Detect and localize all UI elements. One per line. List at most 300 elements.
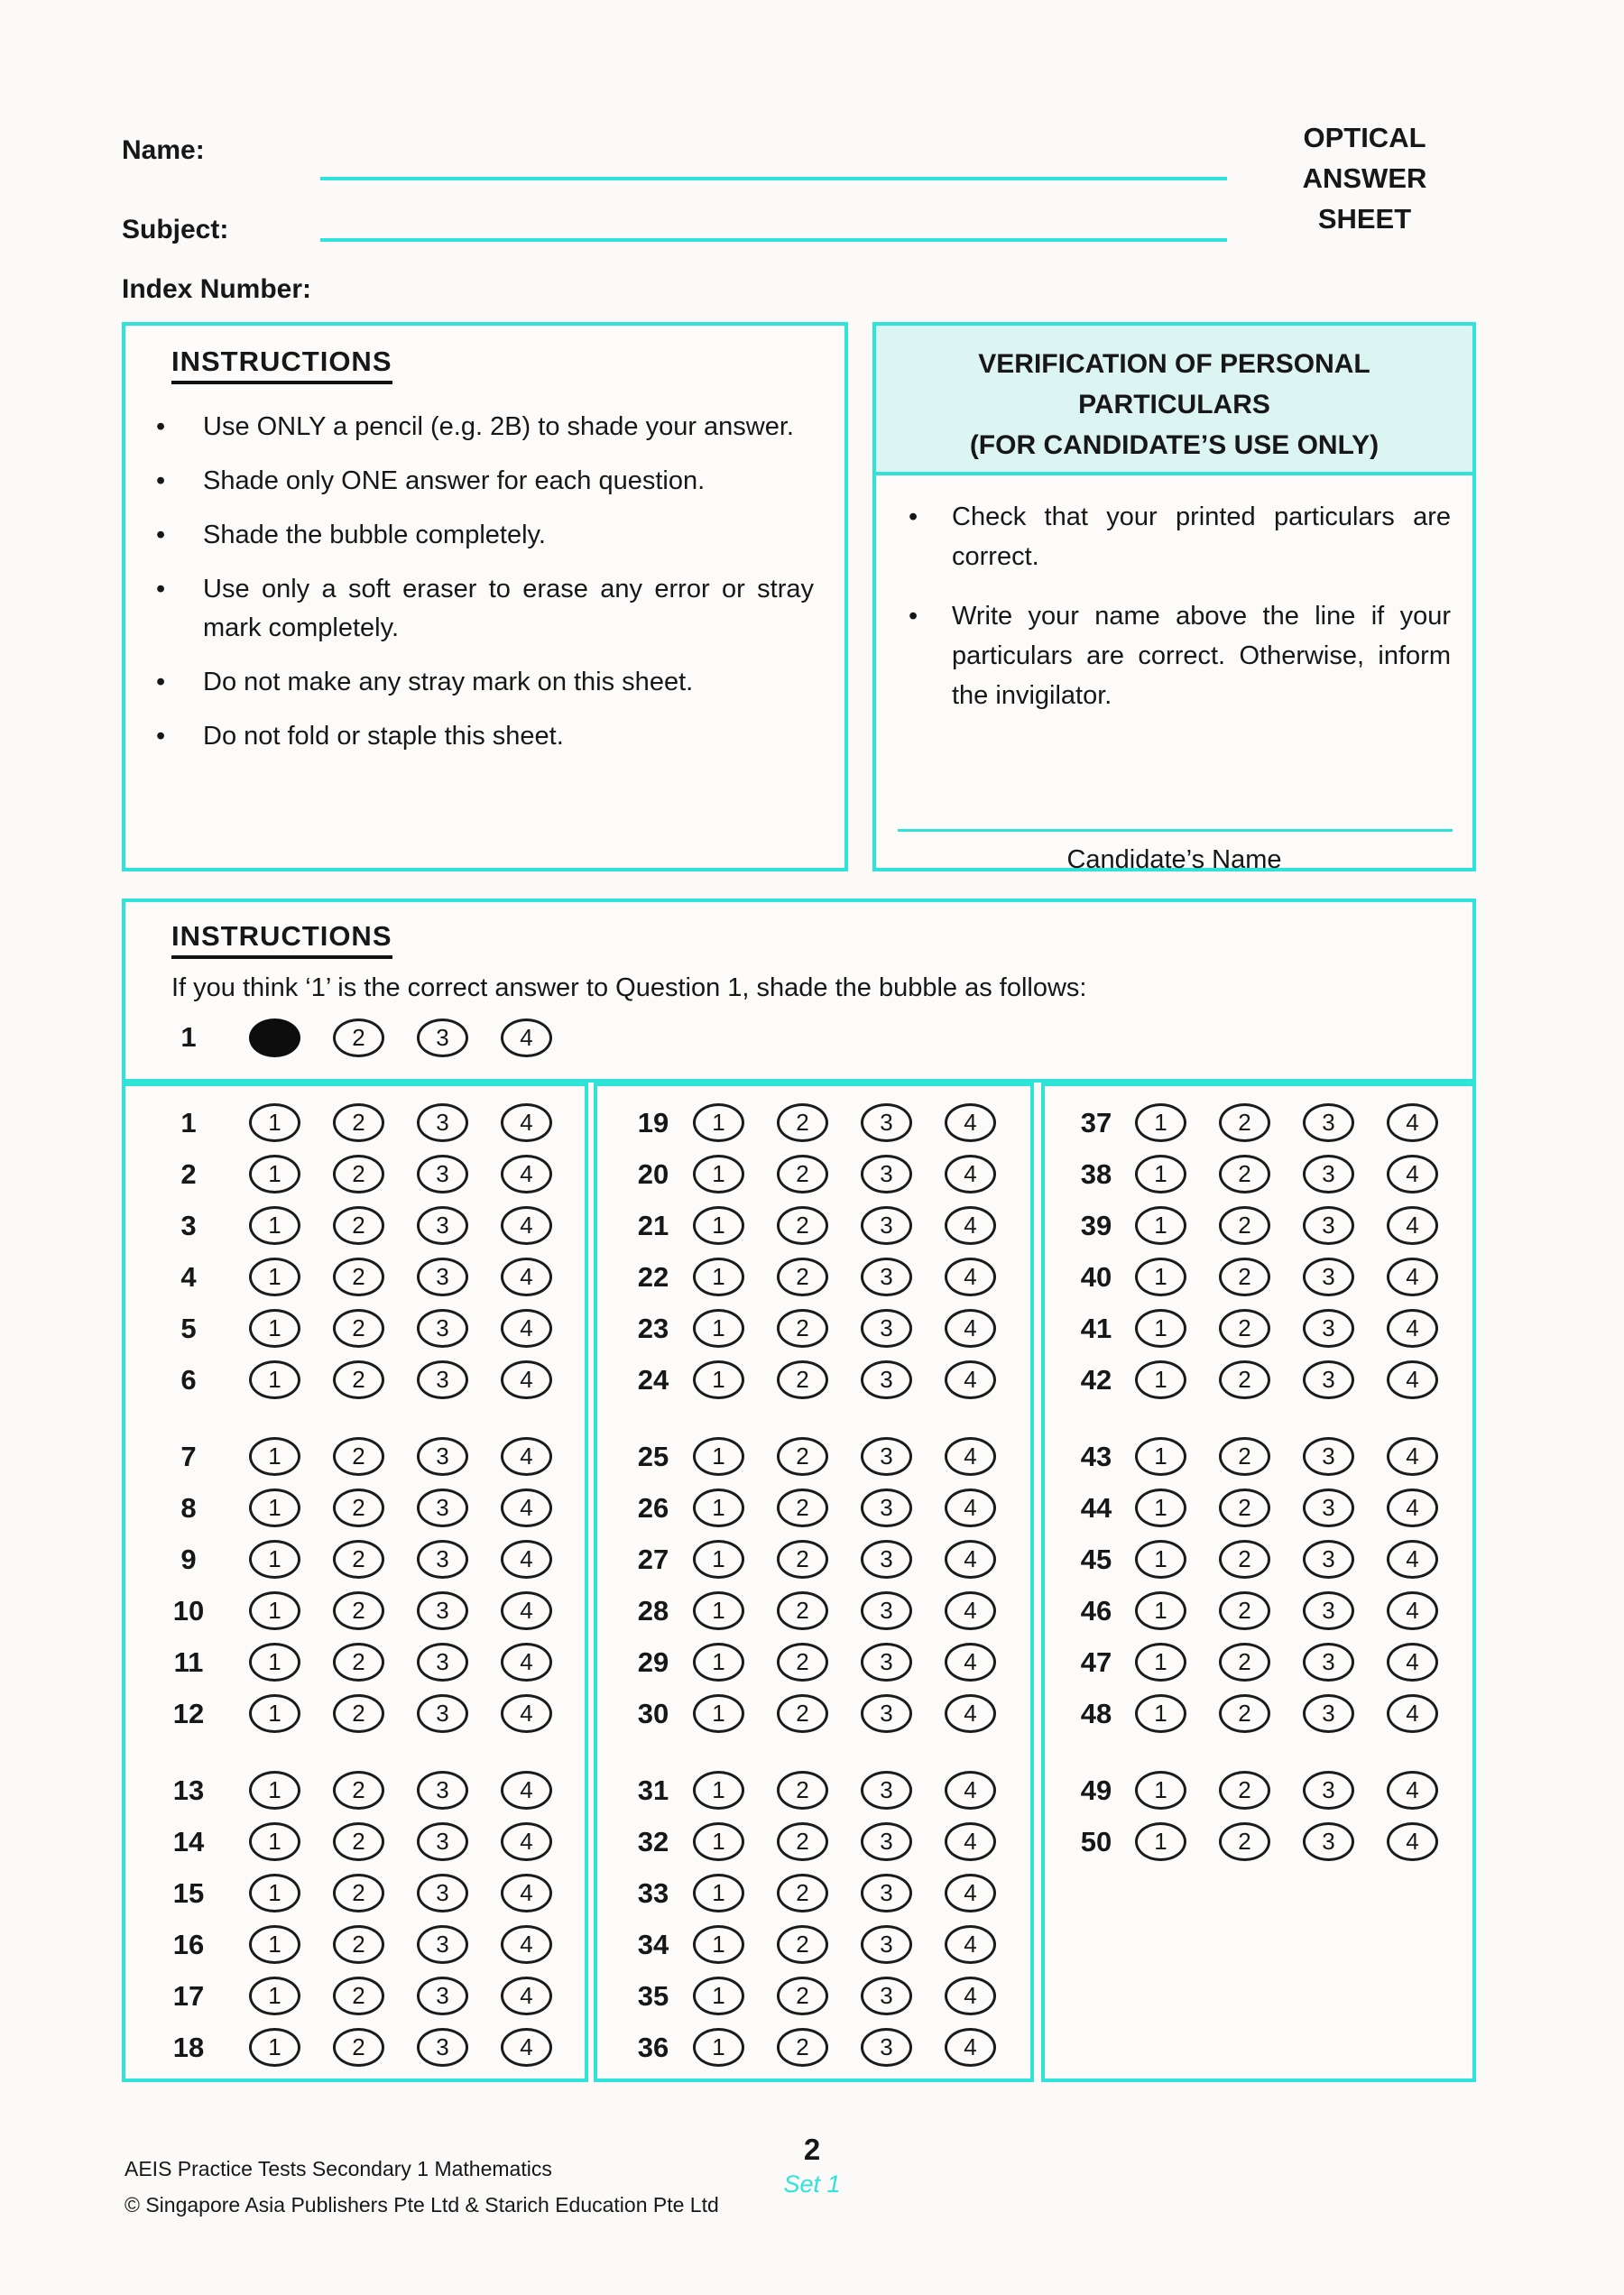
bubble-group-q49 — [1135, 1771, 1438, 1810]
bubble-group-q20 — [693, 1155, 996, 1194]
answer-bubble-q36-opt3[interactable]: 3 — [861, 2028, 912, 2067]
answer-bubble-q5-opt1[interactable]: 1 — [249, 1309, 300, 1348]
answer-bubble-q21-opt4[interactable]: 4 — [945, 1206, 996, 1245]
answer-bubble-q20-opt4[interactable]: 4 — [945, 1155, 996, 1194]
question-number-11: 11 — [173, 1645, 204, 1678]
question-number-7: 7 — [180, 1440, 197, 1472]
answer-bubble-q18-opt3[interactable]: 3 — [417, 2028, 468, 2067]
answer-bubble-q8-opt4[interactable]: 4 — [501, 1489, 552, 1527]
answer-bubble-q39-opt4[interactable]: 4 — [1387, 1206, 1438, 1245]
answer-bubble-q32-opt4[interactable]: 4 — [945, 1822, 996, 1861]
answer-bubble-q24-opt3[interactable]: 3 — [861, 1360, 912, 1399]
answer-bubble-q37-opt3[interactable]: 3 — [1303, 1103, 1354, 1142]
answer-bubble-q46-opt1[interactable]: 1 — [1135, 1591, 1186, 1630]
answer-bubble-q15-opt2[interactable]: 2 — [333, 1874, 384, 1912]
answer-bubble-q19-opt2[interactable]: 2 — [777, 1103, 828, 1142]
answer-bubble-q9-opt3[interactable]: 3 — [417, 1540, 468, 1579]
answer-bubble-q35-opt2[interactable]: 2 — [777, 1977, 828, 2015]
answer-bubble-q29-opt2[interactable]: 2 — [777, 1643, 828, 1682]
answer-bubble-q41-opt4[interactable]: 4 — [1387, 1309, 1438, 1348]
example-shaded-bubble-option-1[interactable] — [249, 1018, 300, 1057]
answer-bubble-q10-opt1[interactable]: 1 — [249, 1591, 300, 1630]
candidate-name-label: Candidate’s Name — [1066, 845, 1282, 874]
answer-bubble-q23-opt4[interactable]: 4 — [945, 1309, 996, 1348]
verification-item: • Write your name above the line if your particulars are correct. Otherwise, inform the invigilator. — [876, 596, 1451, 715]
answer-bubble-q46-opt4[interactable]: 4 — [1387, 1591, 1438, 1630]
question-number-36: 36 — [637, 2031, 669, 2063]
answer-bubble-q37-opt4[interactable]: 4 — [1387, 1103, 1438, 1142]
answer-bubble-q13-opt2[interactable]: 2 — [333, 1771, 384, 1810]
question-number-42: 42 — [1080, 1363, 1112, 1396]
answer-bubble-q44-opt4[interactable]: 4 — [1387, 1489, 1438, 1527]
answer-bubble-q43-opt2[interactable]: 2 — [1219, 1437, 1270, 1476]
answer-bubble-q20-opt3[interactable]: 3 — [861, 1155, 912, 1194]
verification-box — [872, 322, 1476, 874]
answer-bubble-q25-opt4[interactable]: 4 — [945, 1437, 996, 1476]
question-row-6 — [125, 1354, 585, 1406]
answer-bubble-q10-opt3[interactable]: 3 — [417, 1591, 468, 1630]
bubble-group-q17 — [249, 1977, 552, 2015]
answer-bubble-q33-opt3[interactable]: 3 — [861, 1874, 912, 1912]
answer-bubble-q14-opt1[interactable]: 1 — [249, 1822, 300, 1861]
answer-bubble-q7-opt1[interactable]: 1 — [249, 1437, 300, 1476]
answer-bubble-q7-opt2[interactable]: 2 — [333, 1437, 384, 1476]
answer-bubble-q28-opt3[interactable]: 3 — [861, 1591, 912, 1630]
answer-bubble-q35-opt4[interactable]: 4 — [945, 1977, 996, 2015]
bubble-group-q28 — [693, 1591, 996, 1630]
answer-bubble-q40-opt1[interactable]: 1 — [1135, 1258, 1186, 1296]
answer-bubble-q48-opt1[interactable]: 1 — [1135, 1694, 1186, 1733]
question-number-4: 4 — [180, 1260, 197, 1293]
answer-bubble-q38-opt2[interactable]: 2 — [1219, 1155, 1270, 1194]
answer-bubble-q19-opt4[interactable]: 4 — [945, 1103, 996, 1142]
answer-bubble-q13-opt1[interactable]: 1 — [249, 1771, 300, 1810]
answer-bubble-q26-opt3[interactable]: 3 — [861, 1489, 912, 1527]
answer-bubble-q20-opt1[interactable]: 1 — [693, 1155, 744, 1194]
answer-bubble-q45-opt3[interactable]: 3 — [1303, 1540, 1354, 1579]
bubble-group-q33 — [693, 1874, 996, 1912]
bubble-group-q16 — [249, 1925, 552, 1964]
answer-bubble-q6-opt3[interactable]: 3 — [417, 1360, 468, 1399]
answer-bubble-q33-opt2[interactable]: 2 — [777, 1874, 828, 1912]
answer-bubble-q24-opt2[interactable]: 2 — [777, 1360, 828, 1399]
answer-bubble-q25-opt3[interactable]: 3 — [861, 1437, 912, 1476]
answer-bubble-q50-opt4[interactable]: 4 — [1387, 1822, 1438, 1861]
answer-bubble-q39-opt2[interactable]: 2 — [1219, 1206, 1270, 1245]
answer-bubble-q21-opt2[interactable]: 2 — [777, 1206, 828, 1245]
page-number: 2 — [803, 2133, 821, 2166]
question-row-29 — [597, 1636, 1030, 1688]
candidate-name-write-line[interactable] — [898, 829, 1453, 832]
answer-bubble-q11-opt4[interactable]: 4 — [501, 1643, 552, 1682]
question-number-26: 26 — [637, 1491, 669, 1524]
answer-bubble-q4-opt3[interactable]: 3 — [417, 1258, 468, 1296]
question-row-14 — [125, 1816, 585, 1867]
answer-bubble-q48-opt3[interactable]: 3 — [1303, 1694, 1354, 1733]
answer-bubble-q50-opt2[interactable]: 2 — [1219, 1822, 1270, 1861]
answer-bubble-q9-opt2[interactable]: 2 — [333, 1540, 384, 1579]
instructions-box — [122, 322, 848, 871]
answer-bubble-q30-opt4[interactable]: 4 — [945, 1694, 996, 1733]
question-row-30 — [597, 1688, 1030, 1739]
answer-bubble-q30-opt1[interactable]: 1 — [693, 1694, 744, 1733]
answer-bubble-q45-opt2[interactable]: 2 — [1219, 1540, 1270, 1579]
answer-bubble-q22-opt4[interactable]: 4 — [945, 1258, 996, 1296]
answer-bubble-q44-opt3[interactable]: 3 — [1303, 1489, 1354, 1527]
answer-bubble-q38-opt1[interactable]: 1 — [1135, 1155, 1186, 1194]
question-row-34 — [597, 1919, 1030, 1970]
question-number-35: 35 — [637, 1979, 669, 2012]
answer-bubble-q4-opt2[interactable]: 2 — [333, 1258, 384, 1296]
answer-bubble-q5-opt2[interactable]: 2 — [333, 1309, 384, 1348]
answer-bubble-q23-opt1[interactable]: 1 — [693, 1309, 744, 1348]
bubble-group-q30 — [693, 1694, 996, 1733]
question-row-27 — [597, 1534, 1030, 1585]
answer-bubble-q49-opt1[interactable]: 1 — [1135, 1771, 1186, 1810]
answer-bubble-q29-opt4[interactable]: 4 — [945, 1643, 996, 1682]
answer-bubble-q39-opt3[interactable]: 3 — [1303, 1206, 1354, 1245]
question-row-24 — [597, 1354, 1030, 1406]
answer-bubble-q34-opt1[interactable]: 1 — [693, 1925, 744, 1964]
answer-bubble-q14-opt4[interactable]: 4 — [501, 1822, 552, 1861]
answer-bubble-q49-opt3[interactable]: 3 — [1303, 1771, 1354, 1810]
bubble-group-q40 — [1135, 1258, 1438, 1296]
answer-bubble-q1-opt1[interactable]: 1 — [249, 1103, 300, 1142]
answer-bubble-q35-opt1[interactable]: 1 — [693, 1977, 744, 2015]
question-row-8 — [125, 1482, 585, 1534]
answer-bubble-q24-opt1[interactable]: 1 — [693, 1360, 744, 1399]
answer-bubble-q15-opt1[interactable]: 1 — [249, 1874, 300, 1912]
answer-bubble-q18-opt1[interactable]: 1 — [249, 2028, 300, 2067]
answer-bubble-q41-opt2[interactable]: 2 — [1219, 1309, 1270, 1348]
answer-bubble-q43-opt3[interactable]: 3 — [1303, 1437, 1354, 1476]
answer-bubble-q36-opt1[interactable]: 1 — [693, 2028, 744, 2067]
answer-bubble-q4-opt4[interactable]: 4 — [501, 1258, 552, 1296]
bubble-group-q5 — [249, 1309, 552, 1348]
question-group — [125, 1431, 585, 1739]
answer-bubble-q21-opt3[interactable]: 3 — [861, 1206, 912, 1245]
question-number-12: 12 — [172, 1697, 205, 1729]
answer-bubble-q30-opt3[interactable]: 3 — [861, 1694, 912, 1733]
sheet-title-line-3: SHEET — [1317, 203, 1412, 235]
answer-bubble-q49-opt4[interactable]: 4 — [1387, 1771, 1438, 1810]
bubble-group-q24 — [693, 1360, 996, 1399]
question-number-46: 46 — [1080, 1594, 1112, 1627]
bubble-group-q44 — [1135, 1489, 1438, 1527]
answer-bubble-q40-opt4[interactable]: 4 — [1387, 1258, 1438, 1296]
answer-bubble-q28-opt4[interactable]: 4 — [945, 1591, 996, 1630]
answer-bubble-q38-opt4[interactable]: 4 — [1387, 1155, 1438, 1194]
instructions-bullet-list — [125, 408, 814, 756]
answer-bubble-q9-opt4[interactable]: 4 — [501, 1540, 552, 1579]
answer-bubble-q2-opt1[interactable]: 1 — [249, 1155, 300, 1194]
answer-bubble-q11-opt1[interactable]: 1 — [249, 1643, 300, 1682]
question-group — [597, 1765, 1030, 2073]
question-number-39: 39 — [1080, 1209, 1112, 1241]
answer-bubble-q17-opt1[interactable]: 1 — [249, 1977, 300, 2015]
answer-bubble-q41-opt3[interactable]: 3 — [1303, 1309, 1354, 1348]
shading-instructions-box — [122, 899, 1476, 1083]
answer-bubble-q31-opt3[interactable]: 3 — [861, 1771, 912, 1810]
answer-bubble-q41-opt1[interactable]: 1 — [1135, 1309, 1186, 1348]
answer-bubble-q3-opt4[interactable]: 4 — [501, 1206, 552, 1245]
subject-input-line[interactable] — [320, 238, 1227, 242]
bubble-group-q45 — [1135, 1540, 1438, 1579]
answer-bubble-q15-opt4[interactable]: 4 — [501, 1874, 552, 1912]
answer-bubble-q42-opt1[interactable]: 1 — [1135, 1360, 1186, 1399]
answer-bubble-q32-opt3[interactable]: 3 — [861, 1822, 912, 1861]
answer-bubble-q22-opt2[interactable]: 2 — [777, 1258, 828, 1296]
answer-bubble-q22-opt1[interactable]: 1 — [693, 1258, 744, 1296]
bubble-group-q50 — [1135, 1822, 1438, 1861]
answer-bubble-q43-opt4[interactable]: 4 — [1387, 1437, 1438, 1476]
answer-bubble-q19-opt3[interactable]: 3 — [861, 1103, 912, 1142]
answer-bubble-q3-opt1[interactable]: 1 — [249, 1206, 300, 1245]
answer-bubble-q27-opt2[interactable]: 2 — [777, 1540, 828, 1579]
question-row-1 — [125, 1097, 585, 1148]
answer-bubble-q50-opt1[interactable]: 1 — [1135, 1822, 1186, 1861]
answer-bubble-q48-opt2[interactable]: 2 — [1219, 1694, 1270, 1733]
answer-bubble-q12-opt2[interactable]: 2 — [333, 1694, 384, 1733]
footer — [125, 2151, 719, 2223]
question-row-38 — [1045, 1148, 1472, 1200]
answer-bubble-q6-opt2[interactable]: 2 — [333, 1360, 384, 1399]
example-bubble-option-2[interactable]: 2 — [333, 1018, 384, 1057]
answer-bubble-q42-opt3[interactable]: 3 — [1303, 1360, 1354, 1399]
question-row-9 — [125, 1534, 585, 1585]
answer-bubble-q29-opt3[interactable]: 3 — [861, 1643, 912, 1682]
question-group — [1045, 1097, 1472, 1406]
answer-bubble-q45-opt4[interactable]: 4 — [1387, 1540, 1438, 1579]
answer-bubble-q8-opt2[interactable]: 2 — [333, 1489, 384, 1527]
answer-bubble-q7-opt3[interactable]: 3 — [417, 1437, 468, 1476]
answer-bubble-q27-opt4[interactable]: 4 — [945, 1540, 996, 1579]
answer-bubble-q31-opt4[interactable]: 4 — [945, 1771, 996, 1810]
answer-grid-column-1 — [122, 1083, 588, 2082]
answer-bubble-q2-opt4[interactable]: 4 — [501, 1155, 552, 1194]
answer-bubble-q33-opt4[interactable]: 4 — [945, 1874, 996, 1912]
question-row-10 — [125, 1585, 585, 1636]
answer-bubble-q42-opt2[interactable]: 2 — [1219, 1360, 1270, 1399]
answer-bubble-q8-opt3[interactable]: 3 — [417, 1489, 468, 1527]
answer-bubble-q40-opt2[interactable]: 2 — [1219, 1258, 1270, 1296]
answer-bubble-q34-opt4[interactable]: 4 — [945, 1925, 996, 1964]
answer-bubble-q3-opt2[interactable]: 2 — [333, 1206, 384, 1245]
answer-bubble-q46-opt3[interactable]: 3 — [1303, 1591, 1354, 1630]
answer-bubble-q49-opt2[interactable]: 2 — [1219, 1771, 1270, 1810]
bubble-group-q39 — [1135, 1206, 1438, 1245]
example-bubble-option-3[interactable]: 3 — [417, 1018, 468, 1057]
answer-bubble-q16-opt3[interactable]: 3 — [417, 1925, 468, 1964]
answer-bubble-q15-opt3[interactable]: 3 — [417, 1874, 468, 1912]
bubble-group-q14 — [249, 1822, 552, 1861]
answer-bubble-q33-opt1[interactable]: 1 — [693, 1874, 744, 1912]
answer-bubble-q27-opt1[interactable]: 1 — [693, 1540, 744, 1579]
question-number-25: 25 — [637, 1440, 669, 1472]
answer-bubble-q47-opt2[interactable]: 2 — [1219, 1643, 1270, 1682]
answer-bubble-q1-opt2[interactable]: 2 — [333, 1103, 384, 1142]
question-row-31 — [597, 1765, 1030, 1816]
answer-bubble-q42-opt4[interactable]: 4 — [1387, 1360, 1438, 1399]
answer-bubble-q17-opt2[interactable]: 2 — [333, 1977, 384, 2015]
bubble-group-q13 — [249, 1771, 552, 1810]
answer-bubble-q11-opt2[interactable]: 2 — [333, 1643, 384, 1682]
answer-bubble-q34-opt3[interactable]: 3 — [861, 1925, 912, 1964]
question-number-5: 5 — [180, 1312, 197, 1344]
answer-bubble-q27-opt3[interactable]: 3 — [861, 1540, 912, 1579]
set-label: Set 1 — [783, 2171, 841, 2198]
question-number-49: 49 — [1080, 1774, 1112, 1806]
answer-bubble-q25-opt1[interactable]: 1 — [693, 1437, 744, 1476]
answer-bubble-q9-opt1[interactable]: 1 — [249, 1540, 300, 1579]
instruction-item: • Use ONLY a pencil (e.g. 2B) to shade your answer. — [125, 408, 814, 447]
verification-title-line-1: VERIFICATION OF PERSONAL — [978, 349, 1370, 379]
answer-bubble-q43-opt1[interactable]: 1 — [1135, 1437, 1186, 1476]
answer-bubble-q31-opt1[interactable]: 1 — [693, 1771, 744, 1810]
bubble-group-q36 — [693, 2028, 996, 2067]
question-number-23: 23 — [637, 1312, 669, 1344]
answer-bubble-q44-opt2[interactable]: 2 — [1219, 1489, 1270, 1527]
answer-bubble-q26-opt2[interactable]: 2 — [777, 1489, 828, 1527]
question-row-12 — [125, 1688, 585, 1739]
answer-bubble-q23-opt3[interactable]: 3 — [861, 1309, 912, 1348]
answer-bubble-q38-opt3[interactable]: 3 — [1303, 1155, 1354, 1194]
question-row-22 — [597, 1251, 1030, 1303]
answer-bubble-q14-opt3[interactable]: 3 — [417, 1822, 468, 1861]
name-input-line[interactable] — [320, 177, 1227, 180]
answer-bubble-q17-opt4[interactable]: 4 — [501, 1977, 552, 2015]
question-number-17: 17 — [172, 1979, 205, 2012]
answer-bubble-q1-opt3[interactable]: 3 — [417, 1103, 468, 1142]
answer-bubble-q48-opt4[interactable]: 4 — [1387, 1694, 1438, 1733]
answer-bubble-q4-opt1[interactable]: 1 — [249, 1258, 300, 1296]
answer-bubble-q11-opt3[interactable]: 3 — [417, 1643, 468, 1682]
question-number-28: 28 — [637, 1594, 669, 1627]
answer-bubble-q40-opt3[interactable]: 3 — [1303, 1258, 1354, 1296]
question-row-16 — [125, 1919, 585, 1970]
answer-bubble-q20-opt2[interactable]: 2 — [777, 1155, 828, 1194]
answer-bubble-q31-opt2[interactable]: 2 — [777, 1771, 828, 1810]
answer-bubble-q47-opt3[interactable]: 3 — [1303, 1643, 1354, 1682]
bubble-group-q31 — [693, 1771, 996, 1810]
question-group — [1045, 1431, 1472, 1739]
answer-bubble-q7-opt4[interactable]: 4 — [501, 1437, 552, 1476]
answer-bubble-q2-opt2[interactable]: 2 — [333, 1155, 384, 1194]
answer-bubble-q32-opt2[interactable]: 2 — [777, 1822, 828, 1861]
instruction-item: • Do not make any stray mark on this sheet. — [125, 663, 814, 702]
question-number-15: 15 — [172, 1876, 205, 1909]
answer-bubble-q37-opt2[interactable]: 2 — [1219, 1103, 1270, 1142]
question-row-20 — [597, 1148, 1030, 1200]
answer-bubble-q16-opt1[interactable]: 1 — [249, 1925, 300, 1964]
answer-bubble-q45-opt1[interactable]: 1 — [1135, 1540, 1186, 1579]
question-row-42 — [1045, 1354, 1472, 1406]
question-number-2: 2 — [180, 1157, 197, 1190]
question-group — [597, 1431, 1030, 1739]
answer-bubble-q2-opt3[interactable]: 3 — [417, 1155, 468, 1194]
question-number-16: 16 — [172, 1928, 205, 1960]
bubble-group-q9 — [249, 1540, 552, 1579]
answer-bubble-q18-opt4[interactable]: 4 — [501, 2028, 552, 2067]
answer-bubble-q50-opt3[interactable]: 3 — [1303, 1822, 1354, 1861]
answer-bubble-q6-opt1[interactable]: 1 — [249, 1360, 300, 1399]
question-row-43 — [1045, 1431, 1472, 1482]
answer-bubble-q22-opt3[interactable]: 3 — [861, 1258, 912, 1296]
answer-bubble-q16-opt4[interactable]: 4 — [501, 1925, 552, 1964]
answer-bubble-q26-opt4[interactable]: 4 — [945, 1489, 996, 1527]
answer-bubble-q35-opt3[interactable]: 3 — [861, 1977, 912, 2015]
answer-bubble-q44-opt1[interactable]: 1 — [1135, 1489, 1186, 1527]
answer-bubble-q39-opt1[interactable]: 1 — [1135, 1206, 1186, 1245]
question-number-47: 47 — [1080, 1645, 1112, 1678]
bubble-group-q12 — [249, 1694, 552, 1733]
answer-bubble-q18-opt2[interactable]: 2 — [333, 2028, 384, 2067]
answer-bubble-q21-opt1[interactable]: 1 — [693, 1206, 744, 1245]
question-row-48 — [1045, 1688, 1472, 1739]
answer-bubble-q6-opt4[interactable]: 4 — [501, 1360, 552, 1399]
answer-bubble-q12-opt1[interactable]: 1 — [249, 1694, 300, 1733]
bubble-group-q21 — [693, 1206, 996, 1245]
question-number-24: 24 — [637, 1363, 669, 1396]
bubble-group-q6 — [249, 1360, 552, 1399]
answer-bubble-q12-opt3[interactable]: 3 — [417, 1694, 468, 1733]
bubble-group-q42 — [1135, 1360, 1438, 1399]
answer-bubble-q13-opt3[interactable]: 3 — [417, 1771, 468, 1810]
answer-bubble-q8-opt1[interactable]: 1 — [249, 1489, 300, 1527]
answer-bubble-q47-opt1[interactable]: 1 — [1135, 1643, 1186, 1682]
answer-bubble-q36-opt4[interactable]: 4 — [945, 2028, 996, 2067]
question-number-18: 18 — [172, 2031, 205, 2063]
answer-bubble-q24-opt4[interactable]: 4 — [945, 1360, 996, 1399]
answer-bubble-q28-opt1[interactable]: 1 — [693, 1591, 744, 1630]
answer-bubble-q12-opt4[interactable]: 4 — [501, 1694, 552, 1733]
bubble-group-q7 — [249, 1437, 552, 1476]
answer-bubble-q17-opt3[interactable]: 3 — [417, 1977, 468, 2015]
answer-bubble-q36-opt2[interactable]: 2 — [777, 2028, 828, 2067]
answer-bubble-q26-opt1[interactable]: 1 — [693, 1489, 744, 1527]
answer-bubble-q1-opt4[interactable]: 4 — [501, 1103, 552, 1142]
question-number-13: 13 — [172, 1774, 205, 1806]
bubble-group-q34 — [693, 1925, 996, 1964]
answer-bubble-q13-opt4[interactable]: 4 — [501, 1771, 552, 1810]
answer-bubble-q14-opt2[interactable]: 2 — [333, 1822, 384, 1861]
answer-bubble-q10-opt2[interactable]: 2 — [333, 1591, 384, 1630]
question-row-36 — [597, 2022, 1030, 2073]
footer-copyright: © Singapore Asia Publishers Pte Ltd & Starich Education Pte Ltd — [125, 2193, 719, 2217]
answer-bubble-q47-opt4[interactable]: 4 — [1387, 1643, 1438, 1682]
answer-bubble-q46-opt2[interactable]: 2 — [1219, 1591, 1270, 1630]
answer-bubble-q32-opt1[interactable]: 1 — [693, 1822, 744, 1861]
answer-bubble-q10-opt4[interactable]: 4 — [501, 1591, 552, 1630]
answer-bubble-q29-opt1[interactable]: 1 — [693, 1643, 744, 1682]
question-number-37: 37 — [1080, 1106, 1112, 1138]
answer-bubble-q19-opt1[interactable]: 1 — [693, 1103, 744, 1142]
answer-bubble-q28-opt2[interactable]: 2 — [777, 1591, 828, 1630]
answer-bubble-q34-opt2[interactable]: 2 — [777, 1925, 828, 1964]
answer-bubble-q25-opt2[interactable]: 2 — [777, 1437, 828, 1476]
answer-bubble-q3-opt3[interactable]: 3 — [417, 1206, 468, 1245]
answer-bubble-q5-opt3[interactable]: 3 — [417, 1309, 468, 1348]
answer-bubble-q23-opt2[interactable]: 2 — [777, 1309, 828, 1348]
answer-bubble-q37-opt1[interactable]: 1 — [1135, 1103, 1186, 1142]
bubble-group-q32 — [693, 1822, 996, 1861]
answer-bubble-q5-opt4[interactable]: 4 — [501, 1309, 552, 1348]
question-number-9: 9 — [180, 1543, 197, 1575]
question-row-4 — [125, 1251, 585, 1303]
example-bubble-option-4[interactable]: 4 — [501, 1018, 552, 1057]
answer-bubble-q16-opt2[interactable]: 2 — [333, 1925, 384, 1964]
answer-bubble-q30-opt2[interactable]: 2 — [777, 1694, 828, 1733]
